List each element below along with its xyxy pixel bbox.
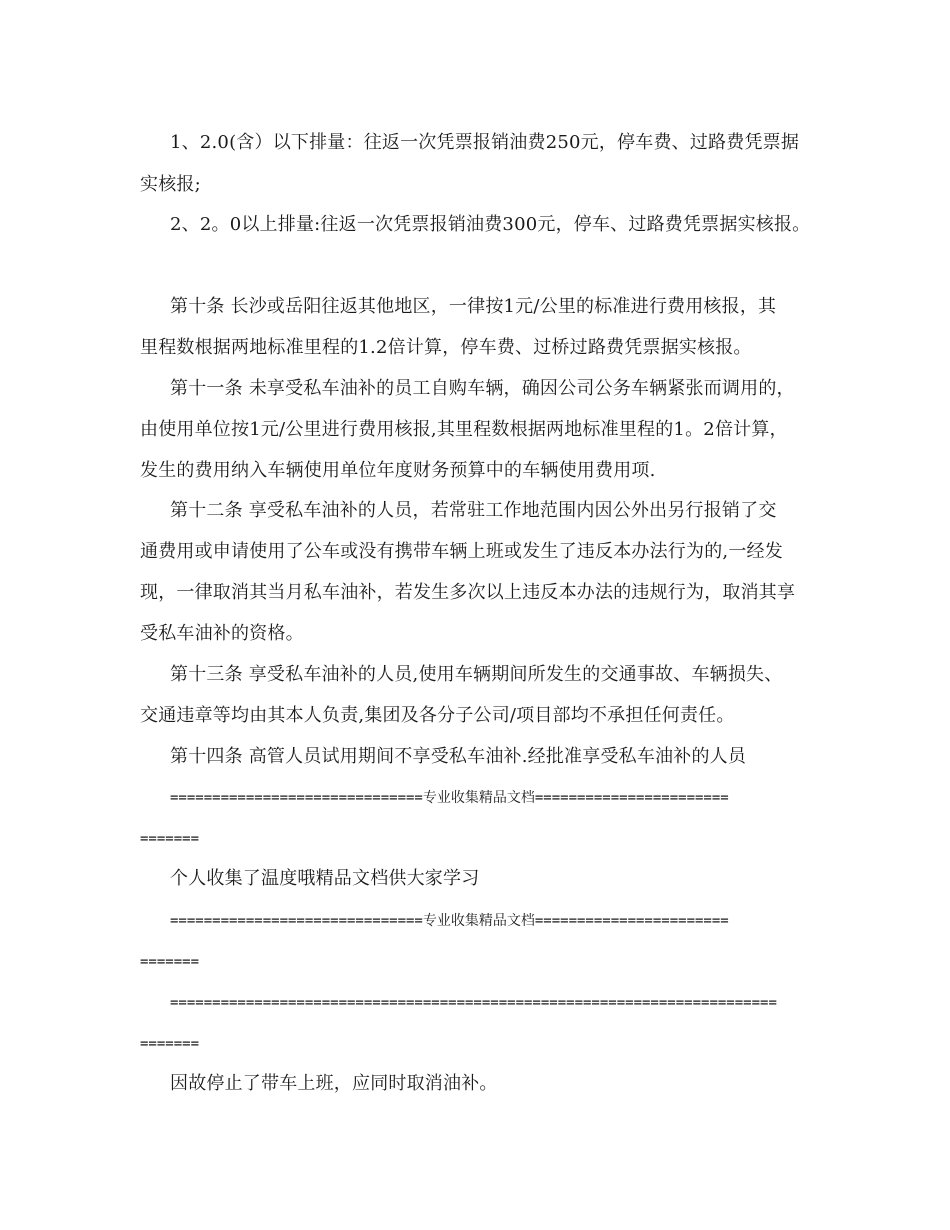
closing-line: 因故停止了带车上班，应同时取消油补。 [170,1073,498,1094]
paragraph-line: 发生的费用纳入车辆使用单位年度财务预算中的车辆使用费用项. [140,460,656,481]
separator-banner: ==============================专业收集精品文档======================= [170,790,729,806]
paragraph-line: 交通违章等均由其本人负责,集团及各分子公司/项目部均不承担任何责任。 [140,705,735,726]
article-12-line: 第十二条 享受私车油补的人员，若常驻工作地范围内因公外出另行报销了交 [170,500,777,521]
separator-tail: ======= [140,1036,200,1052]
separator-tail: ======= [140,831,200,847]
paragraph-line: 2、2。0以上排量:往返一次凭票报销油费300元，停车、过路费凭票据实核报。 [170,214,811,235]
paragraph-line: 由使用单位按1元/公里进行费用核报,其里程数根据两地标准里程的1。2倍计算， [140,419,788,440]
paragraph-line: 1、2.0(含）以下排量：往返一次凭票报销油费250元，停车费、过路费凭票据 [170,132,800,153]
separator-tail: ======= [140,954,200,970]
article-11-line: 第十一条 未享受私车油补的员工自购车辆，确因公司公务车辆紧张而调用的， [170,378,795,399]
paragraph-line: 受私车油补的资格。 [140,623,304,644]
article-13-line: 第十三条 享受私车油补的人员,使用车辆期间所发生的交通事故、车辆损失、 [170,664,783,685]
article-14-line: 第十四条 高管人员试用期间不享受私车油补.经批准享受私车油补的人员 [170,746,747,767]
paragraph-line: 里程数根据两地标准里程的1.2倍计算，停车费、过桥过路费凭票据实核报。 [140,337,752,358]
paragraph-line: 现，一律取消其当月私车油补，若发生多次以上违反本办法的违规行为，取消其享 [140,582,796,603]
paragraph-line: 通费用或申请使用了公车或没有携带车辆上班或发生了违反本办法行为的,一经发 [140,541,783,562]
collection-note: 个人收集了温度哦精品文档供大家学习 [170,868,480,889]
separator-line: ======================================================================== [170,995,777,1011]
article-10-line: 第十条 长沙或岳阳往返其他地区，一律按1元/公里的标准进行费用核报，其 [170,296,777,317]
paragraph-line: 实核报; [140,174,201,195]
separator-banner: ==============================专业收集精品文档======================= [170,913,729,929]
